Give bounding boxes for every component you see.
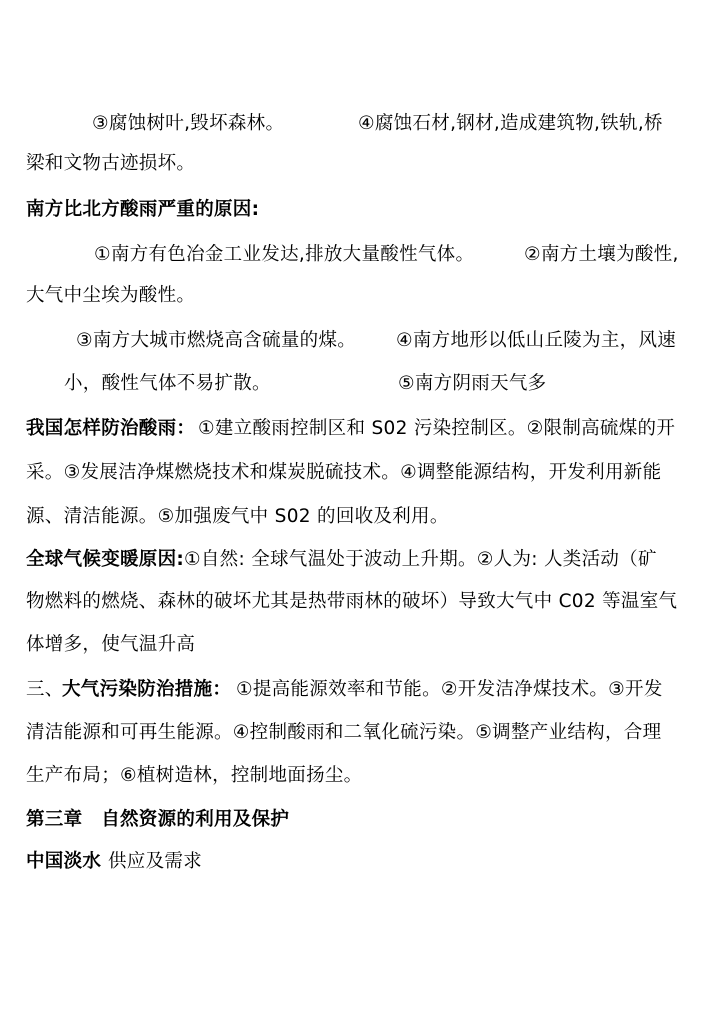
text-segment: ②南方土壤为酸性, bbox=[524, 244, 679, 265]
heading-text: 第三章 自然资源的利用及保护 bbox=[26, 809, 290, 830]
text-segment: 物燃料的燃烧、森林的破坏尤其是热带雨林的破坏）导致大气中 C02 等温室气 bbox=[26, 591, 678, 612]
heading-text: 南方比北方酸雨严重的原因: bbox=[26, 199, 260, 220]
text-segment: ④腐蚀石材,钢材,造成建筑物,铁轨,桥 bbox=[358, 113, 663, 134]
text-segment: ①建立酸雨控制区和 S02 污染控制区。②限制高硫煤的开 bbox=[198, 418, 676, 439]
text-segment: 小，酸性气体不易扩散。 bbox=[64, 373, 271, 394]
text-segment: 梁和文物古迹损坏。 bbox=[26, 153, 196, 174]
text-segment: 体增多，使气温升高 bbox=[26, 634, 196, 655]
text-segment: ③南方大城市燃烧高含硫量的煤。 bbox=[76, 330, 357, 351]
text-segment: ①南方有色冶金工业发达,排放大量酸性气体。 bbox=[94, 244, 475, 265]
inline-heading: 中国淡水 bbox=[26, 851, 102, 872]
text-segment: 大气中尘埃为酸性。 bbox=[26, 285, 196, 306]
text-segment: ③腐蚀树叶,毁坏森林。 bbox=[92, 113, 285, 134]
text-segment: ①自然: 全球气温处于波动上升期。②人为: 人类活动（矿 bbox=[184, 549, 657, 570]
text-segment: 采。③发展洁净煤燃烧技术和煤炭脱硫技术。④调整能源结构，开发利用新能 bbox=[26, 462, 662, 483]
text-segment: 供应及需求 bbox=[108, 851, 203, 872]
text-segment: 生产布局；⑥植树造林，控制地面扬尘。 bbox=[26, 765, 363, 786]
text-segment: 源、清洁能源。⑤加强废气中 S02 的回收及利用。 bbox=[26, 506, 449, 527]
inline-heading: 我国怎样防治酸雨： bbox=[26, 418, 196, 439]
text-segment: 清洁能源和可再生能源。④控制酸雨和二氧化硫污染。⑤调整产业结构，合理 bbox=[26, 722, 662, 743]
text-segment: 三、 bbox=[26, 679, 64, 700]
text-segment: ④南方地形以低山丘陵为主，风速 bbox=[396, 330, 677, 351]
text-segment: ⑤南方阴雨天气多 bbox=[398, 373, 547, 394]
inline-heading: 全球气候变暖原因: bbox=[26, 549, 185, 570]
inline-heading: 大气污染防治措施： bbox=[62, 679, 232, 700]
text-segment: ①提高能源效率和节能。②开发洁净煤技术。③开发 bbox=[236, 679, 663, 700]
